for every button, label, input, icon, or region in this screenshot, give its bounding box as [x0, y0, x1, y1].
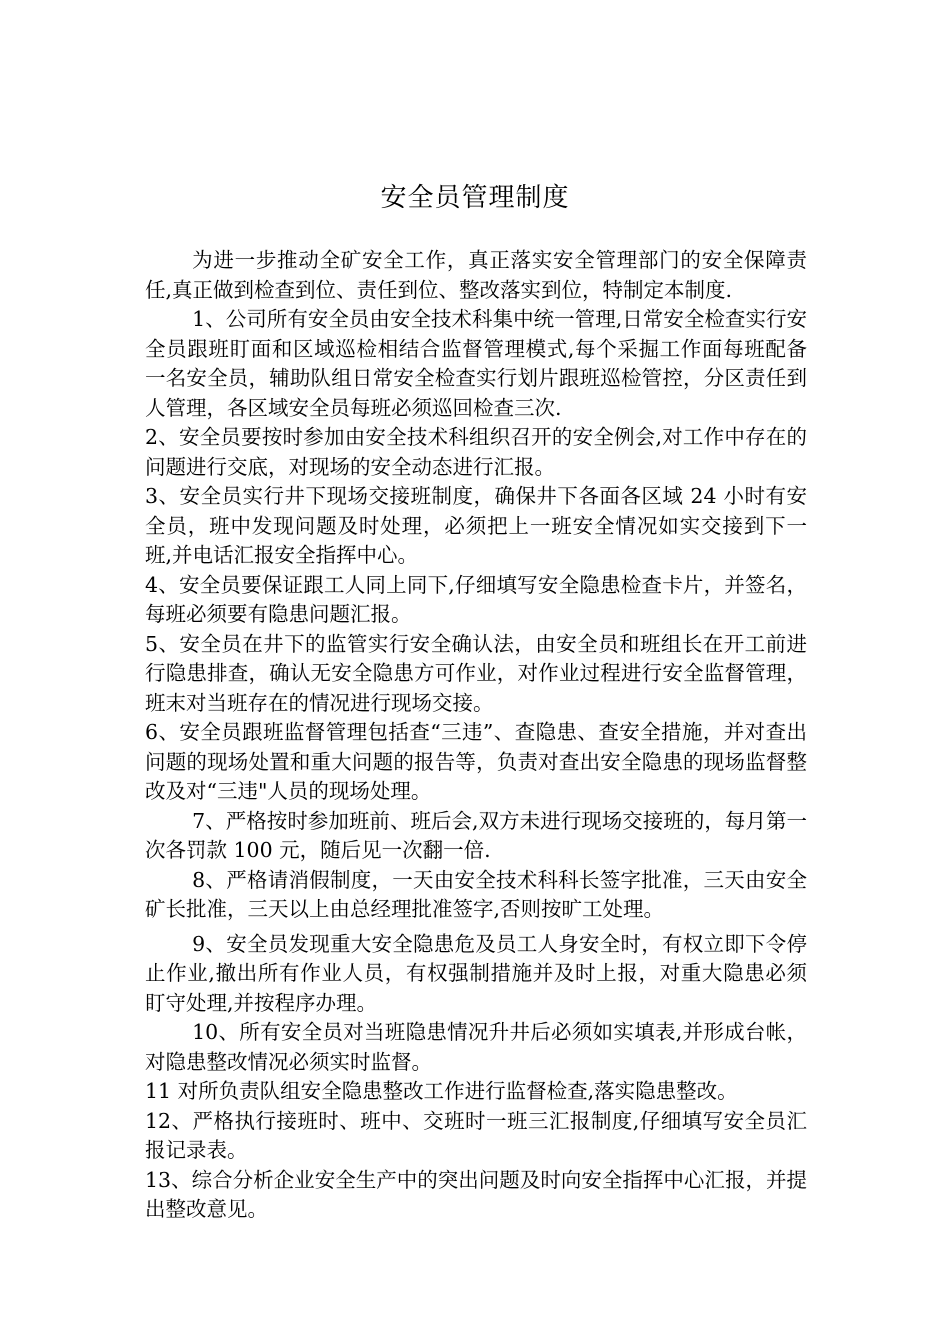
paragraph-item-3: 3、安全员实行井下现场交接班制度，确保井下各面各区域 24 小时有安全员，班中发现问题及时处理，必须把上一班安全情况如实交接到下一班,并电话汇报安全指挥中心。 [145, 484, 807, 567]
paragraph-intro: 为进一步推动全矿安全工作，真正落实安全管理部门的安全保障责任,真正做到检查到位、责任到位、整改落实到位，特制定本制度. [145, 248, 807, 302]
paragraph-item-13: 13、综合分析企业安全生产中的突出问题及时向安全指挥中心汇报，并提出整改意见。 [145, 1167, 807, 1221]
paragraph-item-11: 11 对所负责队组安全隐患整改工作进行监督检查,落实隐患整改。 [145, 1079, 738, 1103]
paragraph-item-1: 1、公司所有安全员由安全技术科集中统一管理,日常安全检查实行安全员跟班盯面和区域巡检相结合监督管理模式,每个采掘工作面每班配备一名安全员，辅助队组日常安全检查实行划片跟班巡检管控，分区责任到人管理，各区域安全员每班必须巡回检查三次. [145, 307, 807, 420]
paragraph-item-9: 9、安全员发现重大安全隐患危及员工人身安全时，有权立即下令停止作业,撤出所有作业人员，有权强制措施并及时上报，对重大隐患必须盯守处理,并按程序办理。 [145, 931, 807, 1015]
paragraph-item-12: 12、严格执行接班时、班中、交班时一班三汇报制度,仔细填写安全员汇报记录表。 [145, 1108, 807, 1162]
paragraph-item-8: 8、严格请消假制度，一天由安全技术科科长签字批准，三天由安全矿长批准，三天以上由总经理批准签字,否则按旷工处理。 [145, 867, 807, 921]
paragraph-item-10: 10、所有安全员对当班隐患情况升井后必须如实填表,并形成台帐，对隐患整改情况必须实时监督。 [145, 1020, 807, 1074]
paragraph-item-6: 6、安全员跟班监督管理包括查“三违”、查隐患、查安全措施，并对查出问题的现场处置和重大问题的报告等，负责对查出安全隐患的现场监督整改及对“三违"人员的现场处理。 [145, 720, 807, 803]
document-title: 安全员管理制度 [380, 183, 570, 213]
paragraph-item-4: 4、安全员要保证跟工人同上同下,仔细填写安全隐患检查卡片，并签名，每班必须要有隐患问题汇报。 [145, 572, 807, 626]
paragraph-item-5: 5、安全员在井下的监管实行安全确认法，由安全员和班组长在开工前进行隐患排查，确认无安全隐患方可作业，对作业过程进行安全监督管理，班末对当班存在的情况进行现场交接。 [145, 631, 807, 715]
document-body [145, 246, 807, 1225]
paragraph-item-2: 2、安全员要按时参加由安全技术科组织召开的安全例会,对工作中存在的问题进行交底，对现场的安全动态进行汇报。 [145, 425, 807, 479]
paragraph-item-7: 7、严格按时参加班前、班后会,双方未进行现场交接班的，每月第一次各罚款 100 元，随后见一次翻一倍. [145, 808, 807, 862]
